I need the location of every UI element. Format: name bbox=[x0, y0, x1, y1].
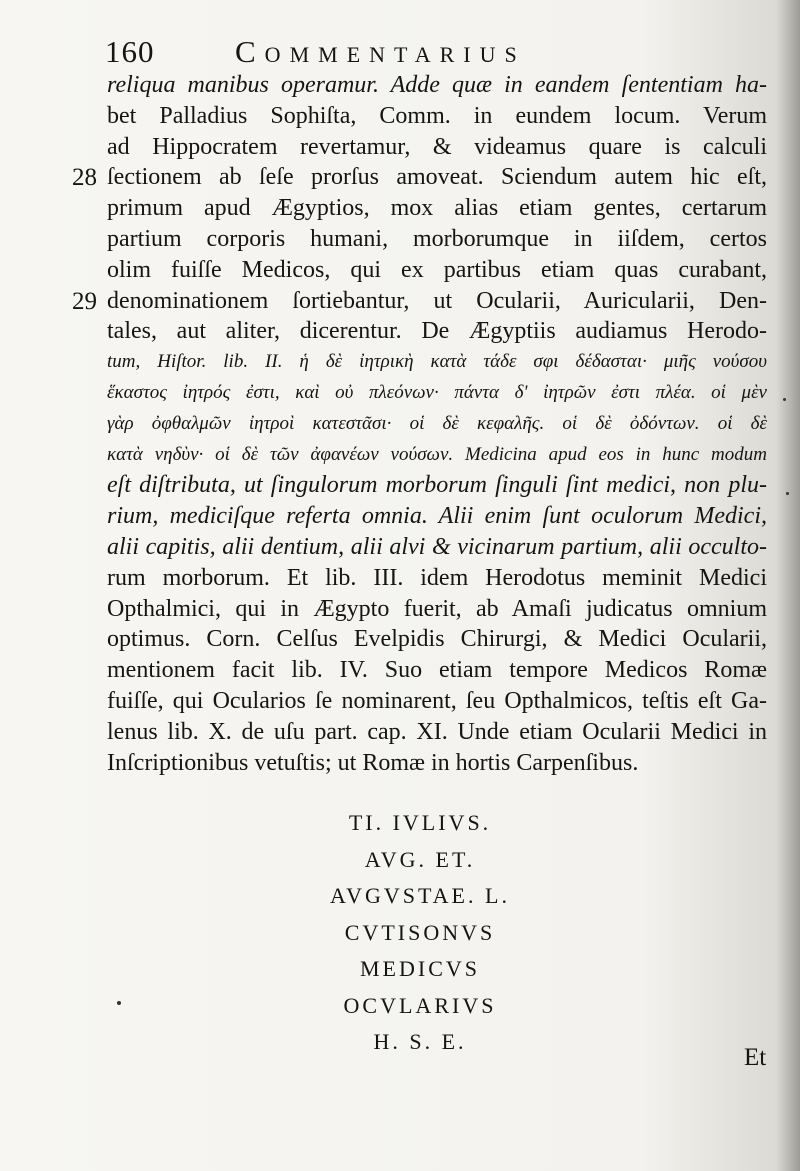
text-line: fuiſſe, qui Ocularios ſe nominarent, ſeu Opthalmicos, teſtis eſt Ga- bbox=[107, 687, 767, 714]
greek-text-line: κατὰ νηδὺν· οἱ δὲ τῶν ἀφανέων νούσων. Medicina apud eos in hunc modum bbox=[107, 443, 767, 465]
catchword: Et bbox=[744, 1044, 767, 1071]
inscription-line: AVG. ET. bbox=[364, 846, 476, 872]
inscription-line: AVGVSTAE. L. bbox=[330, 883, 510, 908]
greek-text-line: ἕκαστος ἰητρός ἐστι, καὶ οὐ πλεόνων· πάντα δ' ἰητρῶν ἐστι πλέα. οἱ μὲν bbox=[107, 381, 767, 403]
text-line: ad Hippocratem revertamur, & videamus quare is calculi bbox=[107, 133, 767, 160]
inscription-line: MEDICVS bbox=[359, 956, 480, 981]
text-line: ſectionem ab ſeſe prorſus amoveat. Sciendum autem hic eſt, bbox=[107, 164, 767, 191]
margin-number-28: 28 bbox=[72, 164, 97, 191]
ink-speck bbox=[117, 1001, 121, 1005]
text-line: Inſcriptionibus vetuſtis; ut Romæ in hortis Carpenſibus. bbox=[107, 749, 639, 776]
inscription bbox=[280, 805, 560, 1061]
running-title: Commentarius bbox=[235, 34, 526, 69]
text-line: Opthalmici, qui in Ægypto fuerit, ab Amaſi judicatus omnium bbox=[107, 595, 767, 622]
text-line: olim fuiſſe Medicos, qui ex partibus etiam quas curabant, bbox=[107, 256, 767, 283]
inscription-line: H. S. E. bbox=[373, 1029, 467, 1054]
text-line: bet Palladius Sophiſta, Comm. in eundem locum. Verum bbox=[107, 102, 767, 129]
text-line: reliqua manibus operamur. Adde quæ in eandem ſententiam ha- bbox=[107, 72, 767, 98]
text-line: rum morborum. Et lib. III. idem Herodotus meminit Medici bbox=[107, 564, 767, 591]
text-line: denominationem ſortiebantur, ut Ocularii, Auricularii, Den- bbox=[107, 287, 767, 314]
body-text bbox=[107, 70, 767, 778]
greek-text-line: γὰρ ὀφθαλμῶν ἰητροὶ κατεστᾶσι· οἱ δὲ κεφαλῆς. οἱ δὲ ὀδόντων. οἱ δὲ bbox=[107, 412, 767, 434]
text-line: tales, aut aliter, dicerentur. De Ægyptiis audiamus Herodo- bbox=[107, 318, 767, 345]
italic-text-line: rium, mediciſque referta omnia. Alii enim ſunt oculorum Medici, bbox=[107, 503, 767, 530]
inscription-line: OCVLARIVS bbox=[343, 992, 497, 1018]
text-line: optimus. Corn. Celſus Evelpidis Chirurgi, & Medici Ocularii, bbox=[107, 626, 767, 653]
inscription-line: TI. IVLIVS. bbox=[348, 810, 492, 835]
page-number: 160 bbox=[105, 34, 155, 69]
ink-speck bbox=[786, 492, 789, 495]
inscription-line: CVTISONVS bbox=[344, 919, 496, 945]
page-header bbox=[105, 34, 665, 74]
text-line: primum apud Ægyptios, mox alias etiam gentes, certarum bbox=[107, 195, 767, 222]
text-line: mentionem facit lib. IV. Suo etiam tempore Medicos Romæ bbox=[107, 657, 767, 684]
italic-text-line: alii capitis, alii dentium, alii alvi & vicinarum partium, alii occulto- bbox=[107, 533, 767, 560]
margin-number-29: 29 bbox=[72, 288, 97, 315]
text-line: partium corporis humani, morborumque in iiſdem, certos bbox=[107, 225, 767, 252]
text-line: lenus lib. X. de uſu part. cap. XI. Unde etiam Ocularii Medici in bbox=[107, 718, 767, 745]
greek-text-line: tum, Hiſtor. lib. II. ἡ δὲ ἰητρικὴ κατὰ τάδε σφι δέδασται· μιῆς νούσου bbox=[107, 351, 767, 373]
italic-text-line: eſt diſtributa, ut ſingulorum morborum ſinguli ſint medici, non plu- bbox=[107, 472, 767, 499]
ink-speck bbox=[783, 398, 786, 401]
